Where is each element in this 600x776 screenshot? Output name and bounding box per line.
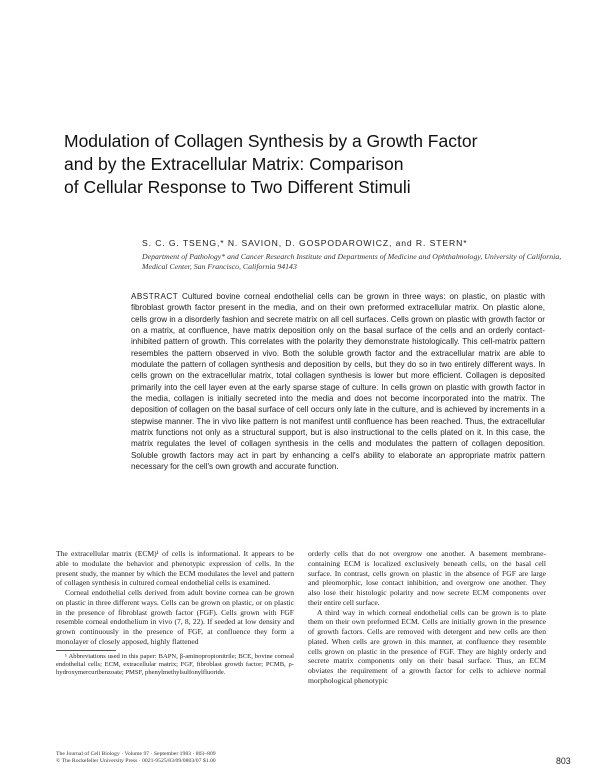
abstract-text: Cultured bovine corneal endothelial cells can be grown in three ways: on plastic, on plastic with fibroblast growth factor present in the media, and on their own preformed extracellular matrix. On plastic alone, cells grow in a disorderly fashion and secrete matrix on all cell surfaces. Cells grown on plastic with growth factor or on a matrix, at confluence, have matrix deposition only on the basal surface of the cells and an orderly contact-inhibited pattern of growth. This correlates with the polarity they demonstrate histologically. This cell-matrix pattern resembles the pattern observed in vivo. Both the soluble growth factor and the extracellular matrix are able to modulate the pattern of collagen synthesis and deposition by cells, but they do so in two entirely different ways. In cells grown on the extracellular matrix, total collagen synthesis is lower but more efficient. Collagen is deposited primarily into the cell layer even at the early sparse stage of culture. In cells grown on plastic with growth factor in the media, collagen is initially secreted into the media and does not become incorporated into the matrix. The deposition of collagen on the basal surface of cell occurs only late in the culture, and is achieved by increments in a stepwise manner. The in vivo like pattern is not manifest until confluence has been reached. Thus, the extracellular matrix functions not only as a structural support, but is also instructional to the cells plated on it. In this case, the matrix regulates the level of collagen synthesis in the cells and modulates the pattern of collagen deposition. Soluble growth factors may act in part by enhancing a cell's ability to elaborate an appropriate matrix pattern necessary for the cell's own growth and accurate function.	[131, 292, 545, 472]
journal-line: © The Rockefeller University Press · 0021-9525/83/09/0803/07 $1.00	[56, 758, 216, 764]
footnote-rule	[56, 650, 116, 651]
journal-citation	[56, 751, 376, 765]
body-column-right	[308, 549, 546, 686]
abstract-heading: ABSTRACT	[131, 292, 179, 301]
title-line: Modulation of Collagen Synthesis by a Growth Factor	[64, 131, 478, 151]
title-line: and by the Extracellular Matrix: Comparison	[64, 154, 404, 174]
body-paragraph: Corneal endothelial cells derived from adult bovine cornea can be grown on plastic in three different ways. Cells can be grown on plastic, or on plastic in the presence of fibroblast growth factor (FGF). Cells grown with FGF resemble corneal endothelium in vivo (7, 8, 22). If seeded at low density and grown continuously in the presence of FGF, at confluence they form a monolayer of closely apposed, highly flattened	[56, 588, 294, 646]
body-paragraph: orderly cells that do not overgrow one another. A basement membrane-containing ECM is localized exclusively beneath cells, on the basal cell surface. In contrast, cells grown on plastic in the absence of FGF are large and pleomorphic, lose contact inhibition, and overgrow one another. They also lose their histologic polarity and now secrete ECM components over their entire cell surface.	[308, 549, 546, 607]
body-paragraph: The extracellular matrix (ECM)¹ of cells is informational. It appears to be able to modulate the behavior and phenotypic expression of cells. In the present study, the manner by which the ECM modulates the level and pattern of collagen synthesis in cultured corneal endothelial cells is examined.	[56, 549, 294, 588]
body-paragraph: A third way in which corneal endothelial cells can be grown is to plate them on their own preformed ECM. Cells are initially grown in the presence of growth factors. Cells are removed with detergent and new cells are then plated. When cells are grown in this manner, at confluence they resemble cells grown on plastic in the presence of FGF. They are highly orderly and secrete matrix components only on their basal surface. Thus, an ECM obviates the requirement of a growth factor for cells to achieve normal morphological phenotypic	[308, 607, 546, 685]
abstract	[131, 291, 545, 473]
author-list: S. C. G. TSENG,* N. SAVION, D. GOSPODAROWICZ, and R. STERN*	[142, 238, 468, 248]
article-title	[64, 130, 544, 199]
title-line: of Cellular Response to Two Different Stimuli	[64, 177, 411, 197]
body-column-left	[56, 549, 294, 677]
affiliation: Department of Pathology* and Cancer Research Institute and Departments of Medicine and Ophthalmology, University of California, Medical Center, San Francisco, California 94143	[142, 252, 562, 271]
page-number: 803	[556, 756, 571, 766]
footnote: ¹ Abbreviations used in this paper: BAPN, β-aminopropionitrile; BCE, bovine corneal endothelial cells; ECM, extracellular matrix; FGF, fibroblast growth factor; PCMB, ρ-hydroxymercuribenzoate; PMSF, phenylmethylsulfonylfluoride.	[56, 652, 294, 676]
journal-line: The Journal of Cell Biology · Volume 97 · September 1983 · 803–809	[56, 751, 216, 757]
